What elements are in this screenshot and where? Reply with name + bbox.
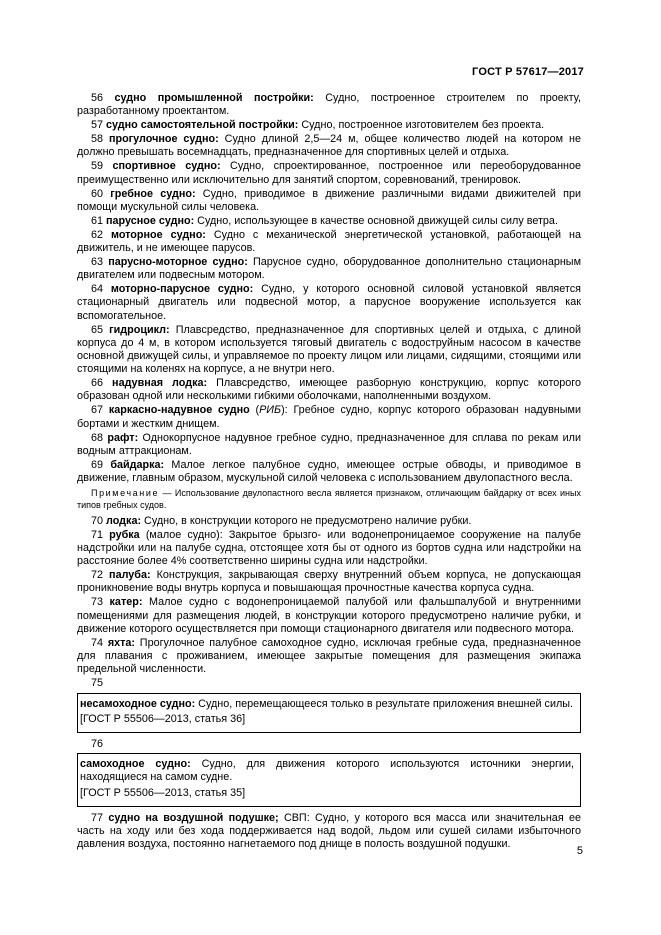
term-entry xyxy=(77,459,581,485)
term-definition: Судно длиной 2,5—24 м, общее количество людей на котором не должно превышать восемнадцать, предназначенное для спортивных целей и отдыха. xyxy=(77,133,581,159)
term-name: гребное судно: xyxy=(110,187,196,200)
term-definition: Малое судно с водонепроницаемой палубой или фальшпалубой и внутренними помещениями для размещения людей, в конструкции которого предусмотрено наличие рубки, и движение которого осуществляется при помощи стационарного двигателя или подвесного мотора. xyxy=(77,596,581,635)
term-name: прогулочное судно: xyxy=(108,133,219,146)
term-definition: Конструкция, закрывающая сверху внутренний объем корпуса, не допускающая проникновение воды внутрь корпуса и повышающая прочностные качества корпуса судна. xyxy=(77,569,582,595)
term-name: рафт: xyxy=(107,431,139,444)
term-entry xyxy=(77,324,581,377)
term-name: яхта: xyxy=(107,636,136,649)
term-definition: Судно, приводимое в движение различными видами движителей при помощи мускульной силы человека. xyxy=(77,187,582,213)
term-definition: Судно, в конструкции которого не предусмотрено наличие рубки. xyxy=(141,514,472,527)
boxed-term xyxy=(77,693,581,733)
term-abbreviation: РИБ xyxy=(259,404,282,417)
term-definition: Судно, у которого основной силовой установкой является стационарный двигатель или подвесной мотор, а парусное вооружение используется как вспомогательное. xyxy=(77,283,581,322)
term-name: судно самостоятельной постройки: xyxy=(106,119,299,132)
term-entry xyxy=(77,637,581,677)
term-name: судно промышленной постройки: xyxy=(114,92,314,104)
term-abbreviation: СВП xyxy=(278,811,307,824)
term-number: 60 xyxy=(91,187,104,200)
term-number: 71 xyxy=(91,528,104,541)
note-text: — Использование двулопастного весла является признаком, отличающим байдарку от всех иных типов гребных судов. xyxy=(77,488,581,510)
term-number: 72 xyxy=(91,569,104,582)
note-label: Примечание xyxy=(91,488,160,499)
note xyxy=(77,488,581,511)
term-number: 68 xyxy=(91,431,104,444)
term-definition: Судно, перемещающееся только в результате приложения внешней силы. xyxy=(195,697,574,710)
term-source: [ГОСТ Р 55506—2013, статья 36] xyxy=(80,712,246,725)
term-entry xyxy=(77,256,581,282)
term-entry xyxy=(77,119,581,132)
term-definition: Судно, использующее в качестве основной движущей силы силу ветра. xyxy=(194,214,558,227)
term-definition: ( xyxy=(249,404,260,417)
term-entry xyxy=(77,432,581,458)
term-definition: ): Гребное судно, корпус которого образован надувными бортами и жестким днищем. xyxy=(77,404,581,430)
term-number: 57 xyxy=(91,119,104,132)
term-definition: Плавсредство, имеющее разборную конструкцию, корпус которого образован одной или несколькими гибкими оболочками, наполненными воздухом. xyxy=(77,377,581,403)
term-definition: Однокорпусное надувное гребное судно, предназначенное для сплава по рекам или водным аттракционам. xyxy=(77,431,581,457)
term-definition: Судно, для движения которого используются источники энергии, находящиеся на самом судне. xyxy=(80,758,574,784)
standard-header: ГОСТ Р 57617—2017 xyxy=(472,66,584,78)
term-source: [ГОСТ Р 55506—2013, статья 35] xyxy=(80,786,246,799)
term-name: моторное судно: xyxy=(110,228,206,241)
term-entry xyxy=(80,758,574,784)
term-definition: : Судно, у которого вся масса или значительная ее часть на ходу или без хода поддерживается над водой, льдом или сушей силами избыточного давления воздуха, постоянно нагнетаемого под днище в полость воздушной подушки. xyxy=(77,811,581,851)
term-name: гидроцикл: xyxy=(109,323,170,336)
term-name: спортивное судно: xyxy=(112,160,221,173)
term-definition: Судно, спроектированное, построенное или переоборудованное преимущественно или исключительно для занятий спортом, соревнований, тренировок. xyxy=(77,160,581,186)
term-definition: Судно, построенное изготовителем без проекта. xyxy=(298,119,545,132)
term-name: байдарка: xyxy=(110,458,165,471)
page-number: 5 xyxy=(576,845,583,857)
term-definition: Судно, построенное строителем по проекту, разработанному проектантом. xyxy=(77,92,581,118)
term-name: рубка xyxy=(109,528,140,541)
term-number: 63 xyxy=(91,256,104,269)
term-entry xyxy=(77,377,581,403)
term-definition: Прогулочное палубное самоходное судно, исключая гребные суда, предназначенное для плавания с проживанием, имеющее закрытые помещения для размещения экипажа предельной численности. xyxy=(77,636,581,676)
term-name: парусное судно: xyxy=(106,214,195,227)
term-name: каркасно-надувное судно xyxy=(108,404,250,417)
term-entry xyxy=(77,133,581,159)
term-definition: Парусное судно, оборудованное дополнительно стационарным двигателем или подвесным мотором. xyxy=(77,256,581,282)
term-entry xyxy=(77,404,581,430)
term-number: 56 xyxy=(91,92,104,104)
term-name: несамоходное судно: xyxy=(80,697,196,710)
boxed-term xyxy=(77,753,581,807)
term-number: 65 xyxy=(91,323,104,336)
term-number: 76 xyxy=(91,738,104,751)
term-number: 77 xyxy=(91,811,104,824)
term-name: лодка: xyxy=(106,514,142,527)
term-entry xyxy=(77,812,581,852)
term-name: катер: xyxy=(109,596,143,609)
term-entry xyxy=(77,188,581,214)
term-entry xyxy=(77,283,581,323)
term-number: 61 xyxy=(91,214,104,227)
term-name: судно на воздушной подушке; xyxy=(108,811,279,824)
term-number: 70 xyxy=(91,514,104,527)
term-name: самоходное судно: xyxy=(80,758,191,771)
term-number: 64 xyxy=(91,283,104,296)
term-entry xyxy=(77,215,581,228)
term-number: 75 xyxy=(91,677,104,690)
term-entry xyxy=(80,698,574,711)
term-number: 59 xyxy=(91,160,104,173)
term-definition: Малое легкое палубное судно, имеющее острые обводы, и приводимое в движение, главным образом, мускульной силой человека с использованием двулопастного весла. xyxy=(77,458,581,485)
term-entry xyxy=(77,596,581,636)
document-body xyxy=(77,92,581,852)
term-name: надувная лодка: xyxy=(112,377,208,390)
term-entry xyxy=(77,529,581,569)
term-number: 67 xyxy=(91,404,104,417)
term-name: парусно-моторное судно: xyxy=(108,256,248,269)
term-entry xyxy=(77,569,581,595)
term-number: 74 xyxy=(91,636,104,649)
term-definition: Судно с механической энергетической установкой, работающей на движитель, и не имеющее парусов. xyxy=(77,228,581,255)
term-number: 69 xyxy=(91,458,104,471)
term-number: 62 xyxy=(91,228,104,241)
term-name: моторно-парусное судно: xyxy=(110,283,254,296)
term-entry xyxy=(77,229,581,255)
term-entry xyxy=(77,160,581,186)
term-definition: (малое судно): Закрытое брызго- или водонепроницаемое сооружение на палубе надстройки или на палубе судна, отстоящее хотя бы от одного из бортов судна или надстройки на расстояние более 4% соответственно ширины судна или надстройки. xyxy=(77,528,582,568)
term-name: палуба: xyxy=(109,569,151,582)
term-entry xyxy=(77,515,581,528)
term-entry xyxy=(77,92,581,118)
term-number: 73 xyxy=(91,596,104,609)
term-number: 66 xyxy=(91,377,104,390)
term-definition: Плавсредство, предназначенное для спортивных целей и отдыха, с длиной корпуса до 4 м, в котором используется тяговый двигатель с водоструйным насосом в качестве основной движущей силы, и управляемое по проекту лицом или лицами, сидящими, стоящими или стоящими на коленях на корпусе, а не внутри него. xyxy=(77,323,582,376)
term-number: 58 xyxy=(91,133,104,146)
